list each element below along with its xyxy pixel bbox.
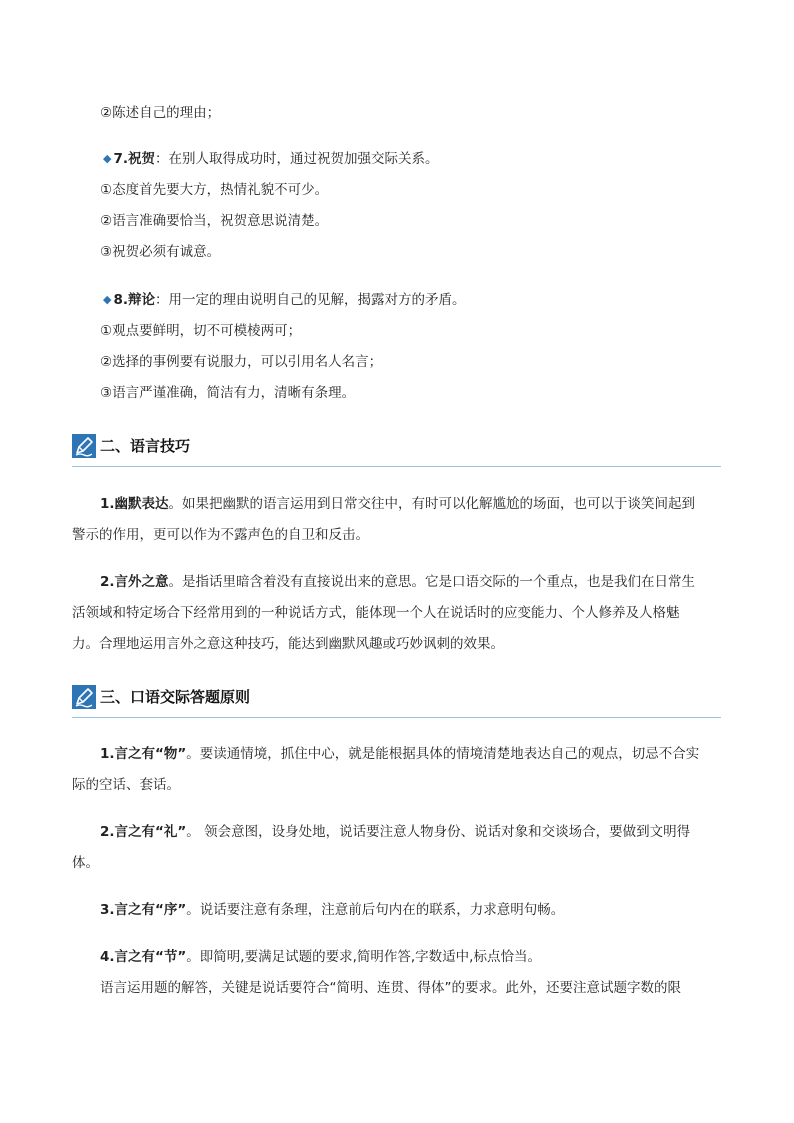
paragraph-line: 4.言之有“节”。即简明,要满足试题的要求,简明作答,字数适中,标点恰当。 (100, 949, 541, 965)
diamond-icon: ◆ (103, 293, 112, 306)
list-item: ③祝贺必须有诚意。 (100, 244, 221, 260)
list-item: ②陈述自己的理由； (100, 105, 221, 121)
paragraph-line: 1.言之有“物”。要读通情境，抓住中心，就是能根据具体的情境清楚地表达自己的观点，切忌不合实 (100, 746, 700, 762)
subheading-label: 8.辩论 (113, 292, 155, 308)
section-heading-answer-principles (72, 683, 721, 713)
list-item: ③语言严谨准确，简洁有力，清晰有条理。 (100, 385, 356, 401)
section-divider (72, 466, 721, 467)
list-item: ①态度首先要大方，热情礼貌不可少。 (100, 182, 329, 198)
section-title: 二、语言技巧 (100, 437, 191, 455)
subheading-text: ：用一定的理由说明自己的见解，揭露对方的矛盾。 (155, 292, 466, 308)
subheading-congrats (103, 149, 439, 169)
paragraph-line: 体。 (72, 855, 99, 871)
list-item: ①观点要鲜明，切不可模棱两可； (100, 323, 302, 339)
section-divider (72, 717, 721, 718)
paragraph-principle-1 (72, 739, 724, 801)
section-heading-language-skills (72, 432, 721, 462)
paragraph-principle-3 (72, 895, 724, 926)
pen-edit-icon (72, 685, 96, 709)
subheading-label: 7.祝贺 (113, 151, 155, 167)
paragraph-line: 语言运用题的解答，关键是说话要符合“简明、连贯、得体”的要求。此外，还要注意试题字数的限 (100, 980, 681, 996)
diamond-icon: ◆ (103, 152, 112, 165)
paragraph-label: 2.言外之意 (100, 574, 169, 590)
subheading-text: ：在别人取得成功时，通过祝贺加强交际关系。 (155, 151, 439, 167)
paragraph-label: 4.言之有“节” (100, 949, 187, 965)
paragraph-line: 际的空话、套话。 (72, 777, 180, 793)
paragraph-label: 3.言之有“序” (100, 902, 187, 918)
paragraph-line: 力。合理地运用言外之意这种技巧，能达到幽默风趣或巧妙讽刺的效果。 (72, 636, 504, 652)
paragraph-humor (72, 489, 724, 551)
paragraph-implication (72, 567, 724, 660)
paragraph-label: 1.幽默表达 (100, 496, 169, 512)
paragraph-label: 2.言之有“礼” (100, 824, 187, 840)
subheading-debate (103, 290, 466, 310)
paragraph-line: 2.言外之意。是指话里暗含着没有直接说出来的意思。它是口语交际的一个重点，也是我们在日常生 (100, 574, 696, 590)
paragraph-line: 3.言之有“序”。说话要注意有条理，注意前后句内在的联系，力求意明句畅。 (100, 902, 565, 918)
list-item: ②语言准确要恰当，祝贺意思说清楚。 (100, 213, 329, 229)
paragraph-line: 活领域和特定场合下经常用到的一种说话方式，能体现一个人在说话时的应变能力、个人修养及人格魅 (72, 605, 680, 621)
paragraph-principle-2 (72, 817, 724, 879)
section-title: 三、口语交际答题原则 (100, 688, 251, 706)
paragraph-line: 警示的作用，更可以作为不露声色的自卫和反击。 (72, 527, 369, 543)
paragraph-line: 1.幽默表达。如果把幽默的语言运用到日常交往中，有时可以化解尴尬的场面，也可以于谈笑间起到 (100, 496, 696, 512)
paragraph-label: 1.言之有“物” (100, 746, 187, 762)
paragraph-principle-4 (72, 942, 724, 1004)
paragraph-line: 2.言之有“礼”。 领会意图，设身处地，说话要注意人物身份、说话对象和交谈场合，要做到文明得 (100, 824, 691, 840)
list-item: ②选择的事例要有说服力，可以引用名人名言； (100, 354, 383, 370)
pen-edit-icon (72, 434, 96, 458)
